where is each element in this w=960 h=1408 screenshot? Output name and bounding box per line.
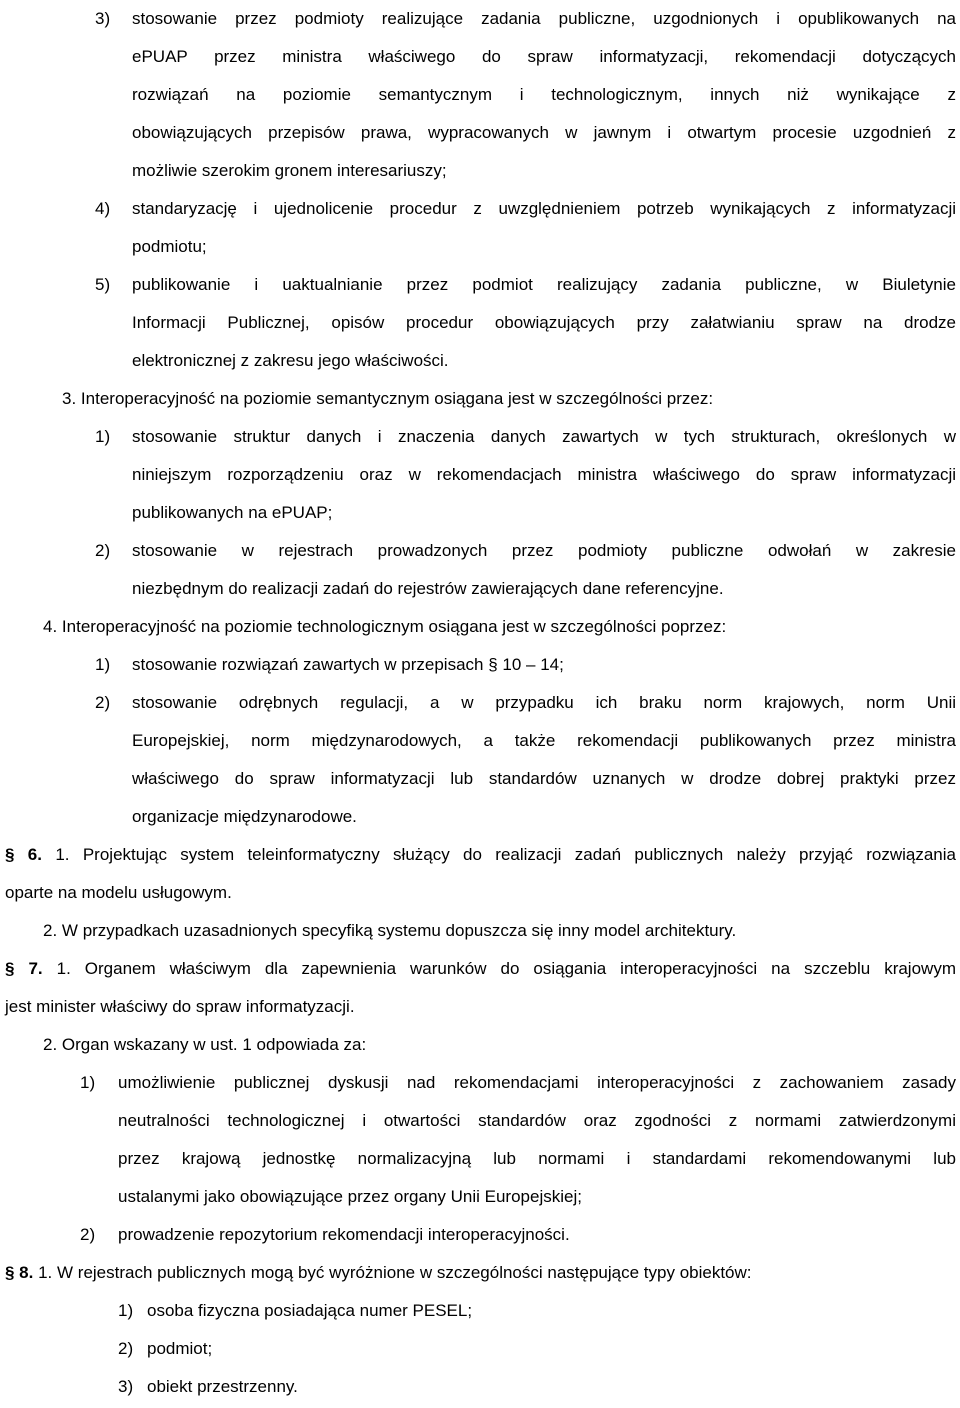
list-item bbox=[118, 1292, 956, 1330]
list-item-marker: 3) bbox=[95, 9, 111, 28]
list-item-line: podmiotu; bbox=[132, 237, 207, 256]
list-item-line: stosowanie przez podmioty realizujące zadania publiczne, uzgodnionych i opublikowanych na bbox=[132, 9, 956, 28]
list-item-marker: 5) bbox=[95, 275, 111, 294]
list-item-line: publikowanych na ePUAP; bbox=[132, 503, 333, 522]
list-item-line: osoba fizyczna posiadająca numer PESEL; bbox=[147, 1301, 473, 1320]
paragraph-symbol: § 6. bbox=[5, 845, 42, 864]
list-item bbox=[95, 190, 956, 228]
list-item-line: stosowanie rozwiązań zawartych w przepisach § 10 – 14; bbox=[132, 655, 564, 674]
list-item-line: organizacje międzynarodowe. bbox=[132, 807, 357, 826]
paragraph-symbol: § 8. bbox=[5, 1263, 34, 1282]
list-item-marker: 2) bbox=[118, 1339, 134, 1358]
section-text: Organem właściwym dla zapewnienia warunków do osiągania interoperacyjności na szczeblu krajowym bbox=[84, 959, 956, 978]
section-number: 1. bbox=[55, 845, 70, 864]
section-text: jest minister właściwy do spraw informatyzacji. bbox=[5, 997, 355, 1016]
section-text: Projektując system teleinformatyczny służący do realizacji zadań publicznych należy przyjąć rozwiązania bbox=[82, 845, 956, 864]
paragraph-7 bbox=[5, 950, 956, 988]
list-item-line: standaryzację i ujednolicenie procedur z uwzględnieniem potrzeb wynikających z informatyzacji bbox=[132, 199, 956, 218]
section-number: 1. bbox=[38, 1263, 53, 1282]
section-number: 3. bbox=[62, 389, 77, 408]
list-item-line: możliwie szerokim gronem interesariuszy; bbox=[132, 161, 447, 180]
list-item-marker: 1) bbox=[80, 1073, 96, 1092]
list-item bbox=[118, 1368, 956, 1406]
list-item bbox=[80, 1216, 956, 1254]
paragraph-section bbox=[43, 608, 956, 646]
list-item-marker: 1) bbox=[95, 655, 111, 674]
paragraph-6 bbox=[5, 836, 956, 874]
list-item bbox=[95, 0, 956, 38]
list-item-line: stosowanie w rejestrach prowadzonych przez podmioty publiczne odwołań w zakresie bbox=[132, 541, 956, 560]
list-item bbox=[95, 684, 956, 722]
list-item bbox=[95, 266, 956, 304]
list-item bbox=[118, 1330, 956, 1368]
list-item bbox=[95, 532, 956, 570]
section-text: Interoperacyjność na poziomie technologicznym osiągana jest w szczególności poprzez: bbox=[61, 617, 727, 636]
section-text: W rejestrach publicznych mogą być wyróżnione w szczególności następujące typy obiektów: bbox=[57, 1263, 752, 1282]
paragraph-section bbox=[62, 380, 956, 418]
list-item-line: prowadzenie repozytorium rekomendacji interoperacyjności. bbox=[118, 1225, 570, 1244]
list-item bbox=[95, 418, 956, 456]
section-text: oparte na modelu usługowym. bbox=[5, 883, 232, 902]
list-item-line: przez krajową jednostkę normalizacyjną lub normami i standardami rekomendowanymi lub bbox=[118, 1149, 956, 1168]
section-text: Interoperacyjność na poziomie semantycznym osiągana jest w szczególności przez: bbox=[80, 389, 714, 408]
list-item-line: ePUAP przez ministra właściwego do spraw informatyzacji, rekomendacji dotyczących bbox=[132, 47, 956, 66]
list-item-line: stosowanie odrębnych regulacji, a w przypadku ich braku norm krajowych, norm Unii bbox=[132, 693, 956, 712]
list-item-line: umożliwienie publicznej dyskusji nad rekomendacjami interoperacyjności z zachowaniem zasady bbox=[118, 1073, 956, 1092]
list-item-marker: 2) bbox=[95, 541, 111, 560]
list-item-line: obiekt przestrzenny. bbox=[147, 1377, 298, 1396]
list-item-line: Europejskiej, norm międzynarodowych, a także rekomendacji publikowanych przez ministra bbox=[132, 731, 956, 750]
list-item-line: rozwiązań na poziomie semantycznym i technologicznym, innych niż wynikające z bbox=[132, 85, 956, 104]
section-number: 2. bbox=[43, 921, 58, 940]
section-text: W przypadkach uzasadnionych specyfiką systemu dopuszcza się inny model architektury. bbox=[61, 921, 737, 940]
section-number: 4. bbox=[43, 617, 58, 636]
list-item-line: niniejszym rozporządzeniu oraz w rekomendacjach ministra właściwego do spraw informatyzacji bbox=[132, 465, 956, 484]
paragraph-section bbox=[43, 1026, 956, 1064]
list-item-line: obowiązujących przepisów prawa, wypracowanych w jawnym i otwartym procesie uzgodnień z bbox=[132, 123, 956, 142]
list-item-line: podmiot; bbox=[147, 1339, 213, 1358]
paragraph-8 bbox=[5, 1254, 956, 1292]
list-item-line: stosowanie struktur danych i znaczenia danych zawartych w tych strukturach, określonych w bbox=[132, 427, 956, 446]
list-item bbox=[80, 1064, 956, 1102]
list-item-marker: 2) bbox=[95, 693, 111, 712]
list-item-line: elektronicznej z zakresu jego właściwości. bbox=[132, 351, 449, 370]
list-item-line: ustalanymi jako obowiązujące przez organy Unii Europejskiej; bbox=[118, 1187, 582, 1206]
list-item-line: neutralności technologicznej i otwartości standardów oraz zgodności z normami zatwierdzonymi bbox=[118, 1111, 956, 1130]
list-item-line: właściwego do spraw informatyzacji lub standardów uznanych w drodze dobrej praktyki przez bbox=[132, 769, 956, 788]
list-item bbox=[95, 646, 956, 684]
list-item-line: Informacji Publicznej, opisów procedur obowiązujących przy załatwianiu spraw na drodze bbox=[132, 313, 956, 332]
list-item-marker: 1) bbox=[95, 427, 111, 446]
section-number: 2. bbox=[43, 1035, 58, 1054]
list-item-marker: 2) bbox=[80, 1225, 96, 1244]
paragraph-symbol: § 7. bbox=[5, 959, 43, 978]
section-text: Organ wskazany w ust. 1 odpowiada za: bbox=[61, 1035, 367, 1054]
list-item-marker: 1) bbox=[118, 1301, 134, 1320]
list-item-line: niezbędnym do realizacji zadań do rejestrów zawierających dane referencyjne. bbox=[132, 579, 724, 598]
list-item-marker: 3) bbox=[118, 1377, 134, 1396]
list-item-marker: 4) bbox=[95, 199, 111, 218]
list-item-line: publikowanie i uaktualnianie przez podmiot realizujący zadania publiczne, w Biuletynie bbox=[132, 275, 956, 294]
section-number: 1. bbox=[56, 959, 71, 978]
paragraph-section bbox=[43, 912, 956, 950]
